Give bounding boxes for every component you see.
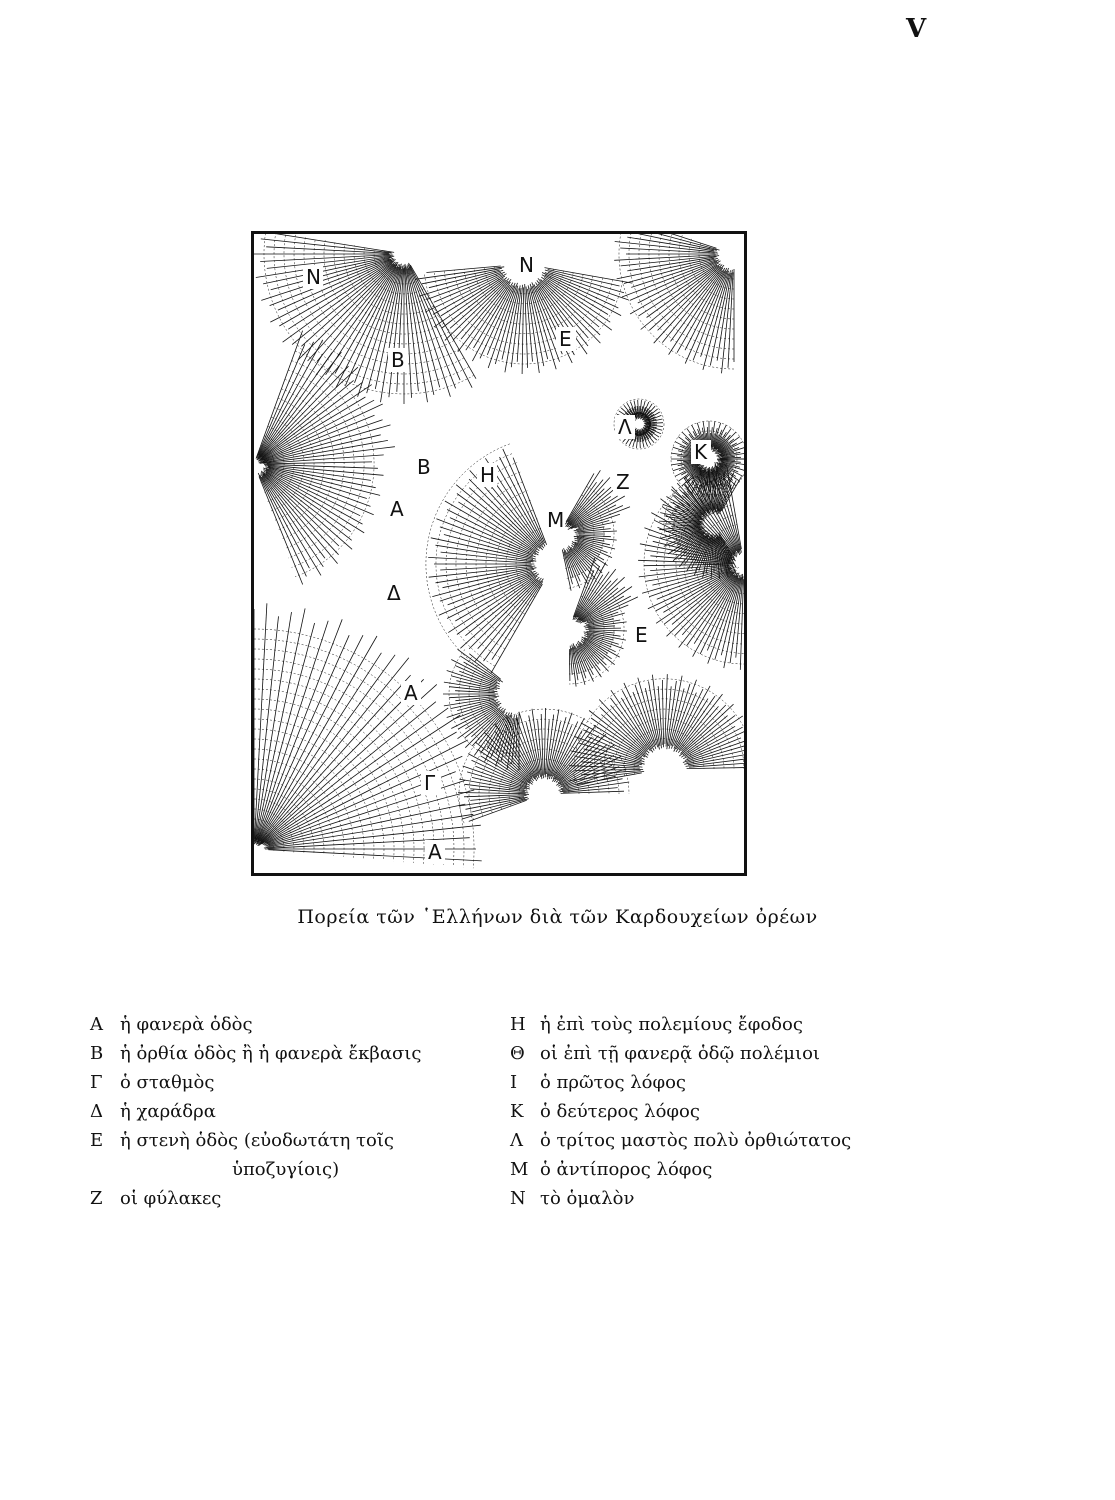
hachure-stroke: [723, 472, 742, 552]
hachure-stroke: [260, 255, 390, 262]
hachure-stroke: [648, 570, 730, 608]
hachure-stroke: [283, 261, 394, 342]
legend-row-lambda: [510, 1126, 851, 1155]
hachure-stroke: [469, 580, 538, 649]
legend-row-a: [90, 1010, 421, 1039]
map-label-e-right: E: [635, 623, 648, 647]
map-label-delta: Δ: [387, 581, 401, 605]
hachure-stroke: [259, 340, 323, 456]
legend-row-m: [510, 1155, 851, 1184]
hachure-stroke: [266, 247, 389, 253]
hachure-stroke: [268, 850, 481, 861]
map-label-b-top: B: [391, 348, 405, 372]
hachure-stroke: [259, 655, 395, 842]
legend-text: ἡ ὀρθία ὁδὸς ἢ ἡ φανερὰ ἔκβασις: [120, 1043, 422, 1064]
legend-text: ἡ χαράδρα: [120, 1101, 216, 1122]
hachure-stroke: [460, 656, 500, 682]
legend-text: ἡ φανερὰ ὁδὸς: [120, 1014, 253, 1035]
hachure-stroke: [564, 552, 573, 584]
hachure-stroke: [492, 581, 543, 659]
hachure-stroke: [258, 636, 377, 842]
legend-text: ὁ πρῶτος λόφος: [540, 1072, 687, 1093]
hachure-stroke: [264, 420, 383, 461]
hachure-stroke: [522, 287, 524, 374]
map-labels: [303, 253, 711, 864]
legend-continuation: ὑποζυγίοις): [232, 1159, 340, 1180]
hachure-stroke: [549, 717, 566, 776]
hachure-stroke: [472, 285, 512, 361]
legend-text: ὁ ἀντίπορος λόφος: [540, 1159, 713, 1180]
map-label-n-top: N: [519, 253, 534, 277]
hachure-stroke: [454, 702, 500, 720]
map-label-lambda: Λ: [618, 415, 632, 439]
hachure-stroke: [266, 472, 364, 533]
hachure-stroke: [264, 825, 481, 848]
legend-row-theta: [510, 1039, 851, 1068]
hachure-stroke: [458, 793, 526, 794]
hachure-stroke: [497, 465, 543, 544]
legend-letter: Γ: [90, 1072, 103, 1093]
map-label-mu: M: [547, 508, 565, 532]
hachure-stroke: [478, 578, 542, 649]
hachure-stroke: [415, 267, 504, 280]
legend-row-b: [90, 1039, 421, 1068]
hachure-stroke: [469, 654, 501, 680]
legend-row-n: [510, 1184, 851, 1213]
legend-text: τὸ ὁμαλὸν: [540, 1188, 635, 1209]
legend-letter: A: [90, 1014, 103, 1035]
legend-right: [510, 1010, 851, 1213]
terrain-map: [251, 231, 747, 876]
hachure-stroke: [687, 767, 744, 768]
hachure-stroke: [568, 505, 616, 530]
hachure-stroke: [259, 352, 341, 457]
hachure-stroke: [475, 581, 541, 662]
hachure-stroke: [708, 575, 740, 664]
legend-row-e: [90, 1126, 421, 1155]
hachure-stroke: [457, 576, 538, 634]
hachure-stroke: [683, 740, 744, 763]
hachure-stroke: [568, 482, 597, 522]
hachure-stroke: [600, 707, 647, 752]
legend-text: ἡ ἐπὶ τοὺς πολεμίους ἔφοδος: [540, 1014, 803, 1035]
hachure-stroke: [568, 489, 604, 525]
legend-row-h: [510, 1010, 851, 1039]
legend-text: ὁ τρίτος μαστὸς πολὺ ὀρθιώτατος: [540, 1130, 852, 1151]
hachure-stroke: [622, 260, 719, 297]
hachure-stroke: [544, 708, 545, 775]
legend-text: ὁ δεύτερος λόφος: [540, 1101, 700, 1122]
hachure-stroke: [258, 684, 437, 845]
hachure-stroke: [565, 550, 580, 588]
legend-letter: I: [510, 1072, 518, 1093]
map-label-alpha-lower: A: [404, 681, 418, 705]
hachure-stroke: [468, 754, 527, 785]
map-label-alpha-bottom: A: [428, 840, 442, 864]
legend-row-i: [510, 1068, 851, 1097]
hachure-stroke: [469, 488, 539, 551]
terrain-map-drawing: [254, 234, 744, 873]
hachure-stroke: [261, 239, 392, 253]
contour-line: [274, 234, 469, 384]
hachure-stroke: [503, 449, 545, 543]
hachure-stroke: [575, 566, 600, 617]
hachure-stroke: [256, 621, 328, 843]
hachure-stroke: [457, 700, 498, 711]
hachure-stroke: [462, 799, 529, 820]
map-label-kappa: K: [694, 440, 708, 464]
legend-letter: Θ: [510, 1043, 525, 1064]
hachure-stroke: [469, 479, 537, 547]
page-number: V: [906, 14, 927, 44]
hachure-stroke: [259, 679, 423, 843]
hachure-stroke: [662, 680, 663, 747]
legend-letter: K: [510, 1101, 524, 1122]
hachure-stroke: [405, 267, 412, 397]
legend-row-gamma: [90, 1068, 421, 1097]
legend-text: οἱ ἐπὶ τῇ φανερᾷ ὁδῷ πολέμιοι: [540, 1043, 820, 1064]
hachure-stroke: [258, 619, 343, 839]
hachure-stroke: [688, 754, 744, 765]
legend-left: [90, 1010, 421, 1213]
map-caption: Πορεία τῶν ῾Ελλήνων διὰ τῶν Καρδουχείων ὀρέων: [297, 906, 818, 928]
legend-text: οἱ φύλακες: [120, 1188, 222, 1209]
hachure-stroke: [439, 573, 534, 615]
hachure-stroke: [447, 573, 537, 619]
legend-letter: E: [90, 1130, 104, 1151]
legend-letter: M: [510, 1159, 529, 1180]
map-label-alpha-mid: A: [390, 497, 404, 521]
hachure-stroke: [266, 473, 352, 540]
hachure-stroke: [461, 279, 511, 339]
legend-text: ὁ σταθμὸς: [120, 1072, 215, 1093]
hachure-stroke: [419, 270, 503, 296]
legend-letter: N: [510, 1188, 526, 1209]
map-label-n-left: N: [306, 265, 321, 289]
hachure-stroke: [542, 273, 618, 309]
hachure-stroke: [727, 466, 742, 550]
legend-letter: Δ: [90, 1101, 103, 1122]
legend-letter: Z: [90, 1188, 103, 1209]
legend-letter: Λ: [510, 1130, 523, 1151]
terrain-hachures: [254, 234, 744, 868]
hachure-stroke: [270, 259, 394, 322]
legend-row-delta: [90, 1097, 421, 1126]
map-label-b-mid: B: [417, 455, 431, 479]
hachure-stroke: [717, 459, 735, 460]
map-label-e-top: E: [559, 327, 572, 351]
hachure-stroke: [588, 628, 621, 629]
legend-letter: H: [510, 1014, 526, 1035]
map-label-eta: H: [480, 463, 496, 487]
hachure-stroke: [259, 708, 449, 846]
hachure-stroke: [740, 579, 743, 670]
hachure-stroke: [639, 406, 640, 418]
contour-line: [584, 689, 744, 783]
legend-text: ἡ στενὴ ὁδὸς (εὐοδωτάτη τοῖς: [120, 1130, 394, 1151]
legend-letter: B: [90, 1043, 104, 1064]
hachure-stroke: [425, 274, 503, 312]
hachure-stroke: [397, 268, 404, 392]
map-label-zeta: Z: [616, 470, 630, 494]
hachure-stroke: [624, 258, 718, 283]
map-label-gamma: Γ: [424, 771, 436, 795]
legend-row-z: [90, 1184, 421, 1213]
hachure-stroke: [624, 683, 654, 747]
legend-row-k: [510, 1097, 851, 1126]
hachure-stroke: [548, 272, 628, 300]
